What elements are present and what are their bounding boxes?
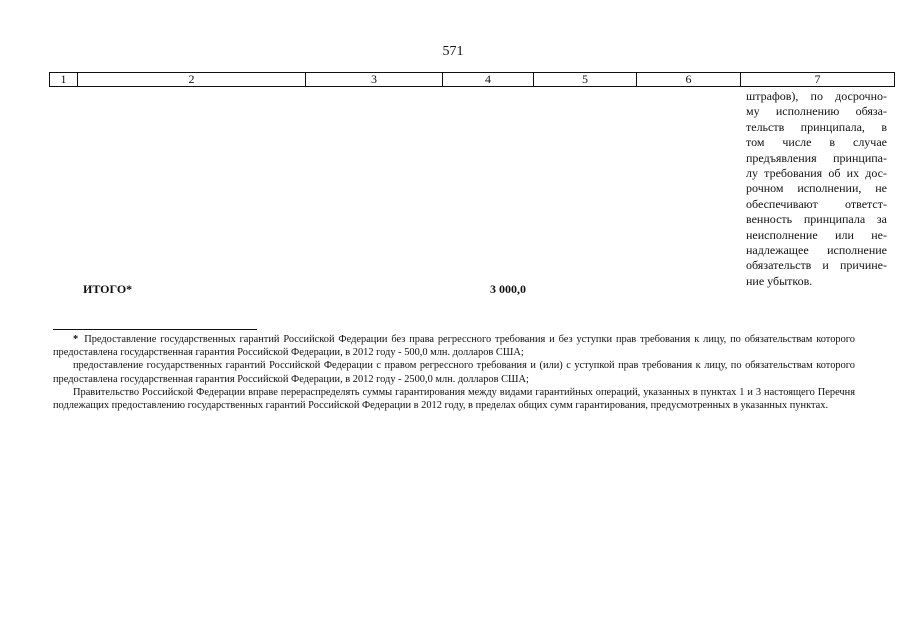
footnote-separator xyxy=(53,329,257,330)
text-line: предъявления принципа- xyxy=(746,150,887,165)
footnotes xyxy=(53,333,855,412)
column-number-3: 3 xyxy=(306,73,443,87)
footnote-text: Предоставление государственных гарантий Российской Федерации без права регрессного требования и без уступки прав требования к лицу, по обязательствам которого предоставлена государственная гарантия Российской Федерации, в 2012 году - 500,0 млн. долларов США; xyxy=(53,334,855,359)
footnote-text: предоставление государственных гарантий Российской Федерации с правом регрессного требования и (или) с уступкой прав требования к лицу, по обязательствам которого предоставлена государственная гарантия Российской Федерации, в 2012 году - 2500,0 млн. долларов США; xyxy=(53,360,855,385)
column7-continuation-text xyxy=(746,89,887,289)
total-value: 3 000,0 xyxy=(490,282,526,296)
footnote-paragraph xyxy=(53,386,855,412)
header-row xyxy=(50,73,895,87)
column-number-2: 2 xyxy=(78,73,306,87)
text-line: рочном исполнении, не xyxy=(746,181,887,196)
text-line: штрафов), по досрочно- xyxy=(746,89,887,103)
text-line: ние убытков. xyxy=(746,273,813,288)
column-number-1: 1 xyxy=(50,73,78,87)
text-line: неисполнение или не- xyxy=(746,227,887,242)
text-line: му исполнению обяза- xyxy=(746,104,887,119)
text-line: лу требования об их дос- xyxy=(746,166,887,181)
footnote-paragraph xyxy=(53,359,855,385)
total-label: ИТОГО* xyxy=(83,282,133,296)
column-number-7: 7 xyxy=(741,73,895,87)
text-line: том числе в случае xyxy=(746,135,887,150)
page-number: 571 xyxy=(442,44,464,59)
column-number-4: 4 xyxy=(443,73,534,87)
text-line: обеспечивают ответст- xyxy=(746,196,887,211)
text-line: тельств принципала, в xyxy=(746,119,887,134)
column-number-6: 6 xyxy=(637,73,741,87)
footnote-text: Правительство Российской Федерации вправе перераспределять суммы гарантирования между видами гарантийных операций, указанных в пунктах 1 и 3 настоящего Перечня подлежащих предоставлению государственных гарантий Российской Федерации в 2012 году, в пределах общих сумм гарантирования, предусмотренных в указанных пунктах. xyxy=(53,386,855,412)
column-number-5: 5 xyxy=(534,73,637,87)
text-line: надлежащее исполнение xyxy=(746,243,887,258)
footnote-paragraph xyxy=(53,333,855,359)
text-line: обязательств и причине- xyxy=(746,258,887,273)
footnote-mark: * xyxy=(73,334,79,345)
table-column-header xyxy=(49,72,895,87)
text-line: венность принципала за xyxy=(746,212,887,227)
